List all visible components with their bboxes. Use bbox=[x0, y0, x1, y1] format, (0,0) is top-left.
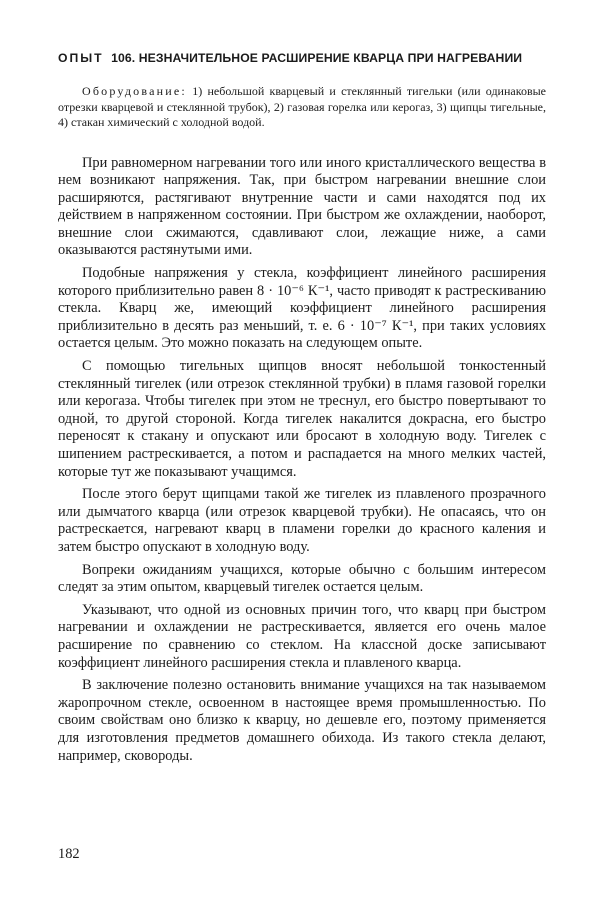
equipment-label: Оборудование: bbox=[82, 84, 187, 98]
paragraph-1: При равномерном нагревании того или иного кристаллического вещества в нем возникают напряжения. Так, при быстром нагревании внешние слои расширяются, растягивают внутренние части и сами находятся под их действием в напряженном состоянии. При быстром же охлаждении, наоборот, внешние слои сжимаются, сдавливают слои, лежащие ниже, а сами оказываются растянутыми ими. bbox=[58, 154, 546, 259]
experiment-number: 106. bbox=[111, 51, 136, 65]
page-content bbox=[58, 50, 546, 770]
experiment-title: НЕЗНАЧИТЕЛЬНОЕ РАСШИРЕНИЕ КВАРЦА ПРИ НАГРЕВАНИИ bbox=[138, 51, 523, 65]
page-number: 182 bbox=[58, 846, 80, 862]
paragraph-4: После этого берут щипцами такой же тигелек из плавленого прозрачного или дымчатого кварца (или отрезок кварцевой трубки). Не опасаясь, что он растрескается, нагревают кварц в пламени горелки до красного каления и затем быстро опускают в холодную воду. bbox=[58, 486, 546, 555]
experiment-label: ОПЫТ bbox=[58, 51, 104, 65]
paragraph-6: Указывают, что одной из основных причин того, что кварц при быстром нагревании и охлаждении не растрескивается, является его очень малое расширение по сравнению со стеклом. На классной доске записывают коэффициент линейного расширения стекла и плавленого кварца. bbox=[58, 601, 546, 671]
paragraph-2: Подобные напряжения у стекла, коэффициент линейного расширения которого приблизительно равен 8 · 10⁻⁶ К⁻¹, часто приводят к растрескиванию стекла. Кварц же, имеющий коэффициент линейного расширения приблизительно в десять раз меньший, т. е. 6 · 10⁻⁷ К⁻¹, при таких условиях остается целым. Это можно показать на следующем опыте. bbox=[58, 265, 546, 352]
equipment-list bbox=[58, 84, 546, 131]
body-text bbox=[58, 155, 546, 766]
experiment-heading bbox=[58, 50, 546, 66]
equipment-text: 1) небольшой кварцевый и стеклянный тигельки (или одинаковые отрезки кварцевой и стеклянной трубок), 2) газовая горелка или керогаз, 3) щипцы тигельные, 4) стакан химический с холодной водой. bbox=[58, 84, 546, 129]
paragraph-3: С помощью тигельных щипцов вносят небольшой тонкостенный стеклянный тигелек (или отрезок стеклянной трубки) в пламя газовой горелки или керогаза. Чтобы тигелек при этом не треснул, его быстро повертывают то одной, то другой стороной. Когда тигелек накалится докрасна, его быстро переносят к стакану и опускают или бросают в холодную воду. Тигелек с шипением растрескивается, а потом и распадается на много мелких частей, которые тут же показывают учащимся. bbox=[58, 358, 546, 480]
paragraph-5: Вопреки ожиданиям учащихся, которые обычно с большим интересом следят за этим опытом, кварцевый тигелек остается целым. bbox=[58, 561, 546, 596]
paragraph-7: В заключение полезно остановить внимание учащихся на так называемом жаропрочном стекле, освоенном в настоящее время промышленностью. По своим свойствам оно близко к кварцу, но дешевле его, поэтому применяется для изготовления предметов домашнего обихода. Из такого стекла делают, например, сковороды. bbox=[58, 677, 546, 764]
